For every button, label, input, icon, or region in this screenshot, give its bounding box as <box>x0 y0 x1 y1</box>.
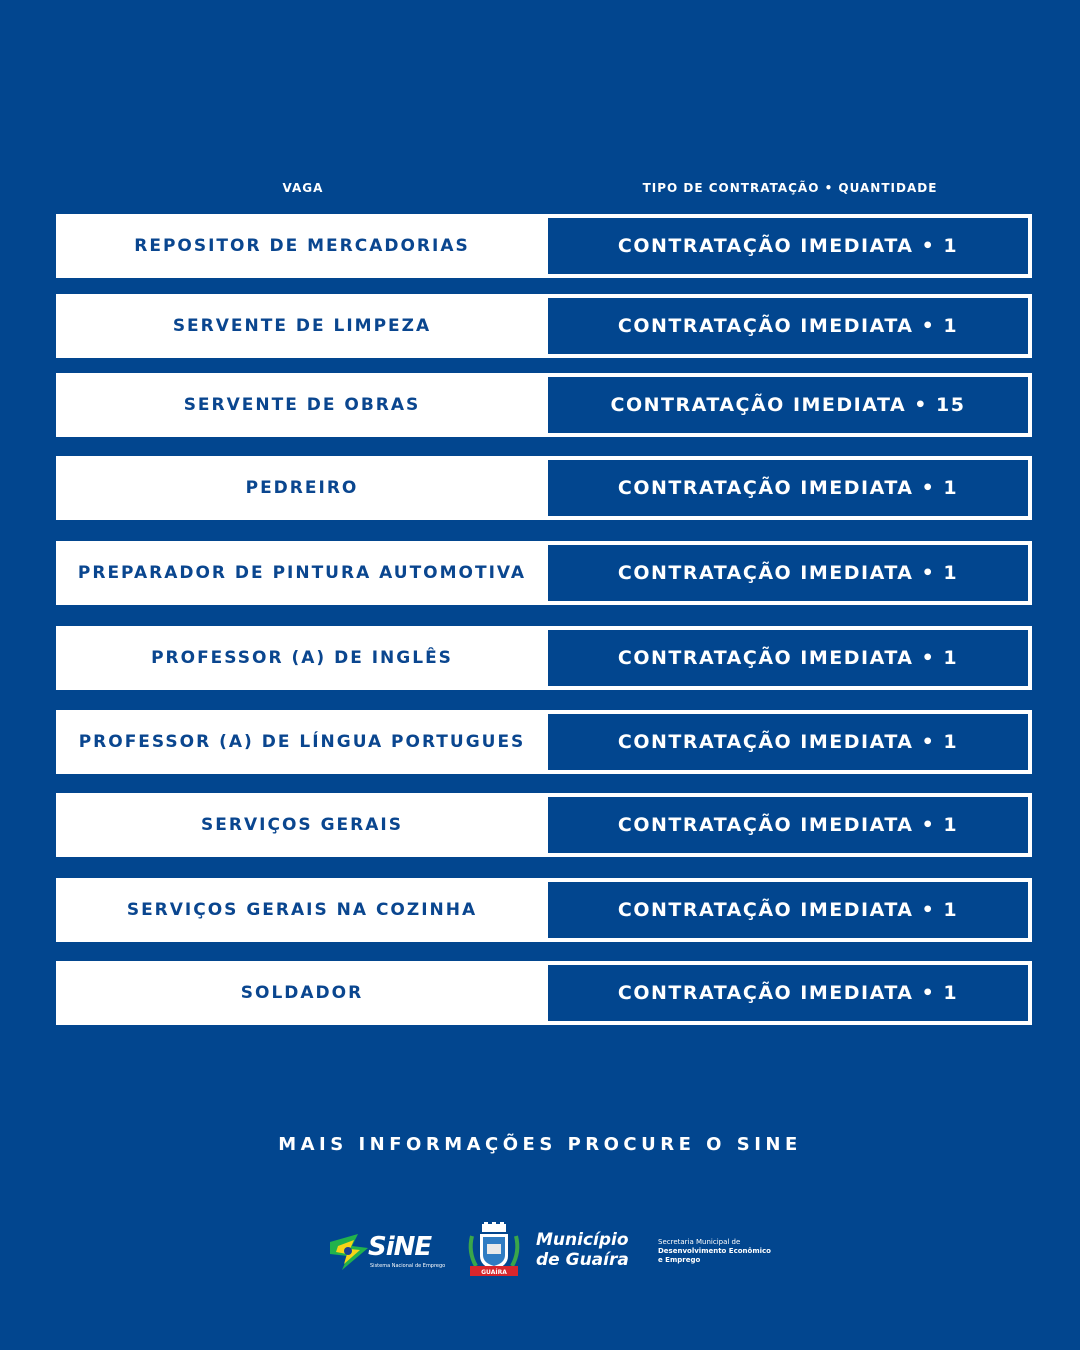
table-row <box>56 626 1032 690</box>
vaga-name: PROFESSOR (A) DE LÍNGUA PORTUGUES <box>78 732 526 752</box>
table-row <box>56 961 1032 1025</box>
guaira-crest-logo <box>464 1222 524 1278</box>
vaga-name: PEDREIRO <box>245 478 359 498</box>
contract-type: CONTRATAÇÃO IMEDIATA • 1 <box>548 797 1028 853</box>
vaga-name: SERVIÇOS GERAIS <box>201 815 403 835</box>
sine-flag-icon <box>328 1232 372 1272</box>
table-row <box>56 214 1032 278</box>
footer-info: MAIS INFORMAÇÕES PROCURE O SINE <box>278 1134 802 1155</box>
vaga-name: SERVENTE DE LIMPEZA <box>172 316 432 336</box>
contract-type: CONTRATAÇÃO IMEDIATA • 1 <box>548 460 1028 516</box>
contract-type: CONTRATAÇÃO IMEDIATA • 1 <box>548 965 1028 1021</box>
municipio-line1: Município <box>536 1230 629 1250</box>
municipio-line2: de Guaíra <box>536 1250 629 1270</box>
sine-logo <box>328 1232 446 1272</box>
vaga-name: PROFESSOR (A) DE INGLÊS <box>151 648 453 668</box>
municipio-wordmark <box>536 1230 629 1270</box>
crest-icon <box>464 1222 524 1278</box>
secretaria-line2: Desenvolvimento Econômico <box>658 1247 771 1255</box>
vaga-name: PREPARADOR DE PINTURA AUTOMOTIVA <box>77 563 527 583</box>
table-row <box>56 710 1032 774</box>
contract-type: CONTRATAÇÃO IMEDIATA • 1 <box>548 298 1028 354</box>
secretaria-line1: Secretaria Municipal de <box>658 1238 741 1246</box>
contract-type: CONTRATAÇÃO IMEDIATA • 1 <box>548 630 1028 686</box>
secretaria-label <box>658 1238 788 1265</box>
vaga-name: SERVIÇOS GERAIS NA COZINHA <box>126 900 478 920</box>
logo-bar <box>328 1218 788 1282</box>
table-row <box>56 878 1032 942</box>
table-row <box>56 456 1032 520</box>
column-header-tipo: TIPO DE CONTRATAÇÃO • QUANTIDADE <box>642 181 938 195</box>
vaga-name: REPOSITOR DE MERCADORIAS <box>134 236 470 256</box>
contract-type: CONTRATAÇÃO IMEDIATA • 1 <box>548 218 1028 274</box>
table-row <box>56 541 1032 605</box>
table-header <box>56 181 1032 199</box>
secretaria-line3: e Emprego <box>658 1256 701 1264</box>
svg-text:GUAÍRA: GUAÍRA <box>481 1269 507 1276</box>
vaga-name: SERVENTE DE OBRAS <box>183 395 421 415</box>
contract-type: CONTRATAÇÃO IMEDIATA • 1 <box>548 545 1028 601</box>
table-row <box>56 373 1032 437</box>
sine-wordmark: SiNE <box>368 1232 432 1262</box>
table-row <box>56 294 1032 358</box>
sine-subtitle: Sistema Nacional de Emprego <box>370 1263 446 1269</box>
column-header-vaga: VAGA <box>282 181 324 195</box>
table-row <box>56 793 1032 857</box>
contract-type: CONTRATAÇÃO IMEDIATA • 1 <box>548 882 1028 938</box>
vaga-name: SOLDADOR <box>240 983 364 1003</box>
contract-type: CONTRATAÇÃO IMEDIATA • 1 <box>548 714 1028 770</box>
contract-type: CONTRATAÇÃO IMEDIATA • 15 <box>548 377 1028 433</box>
